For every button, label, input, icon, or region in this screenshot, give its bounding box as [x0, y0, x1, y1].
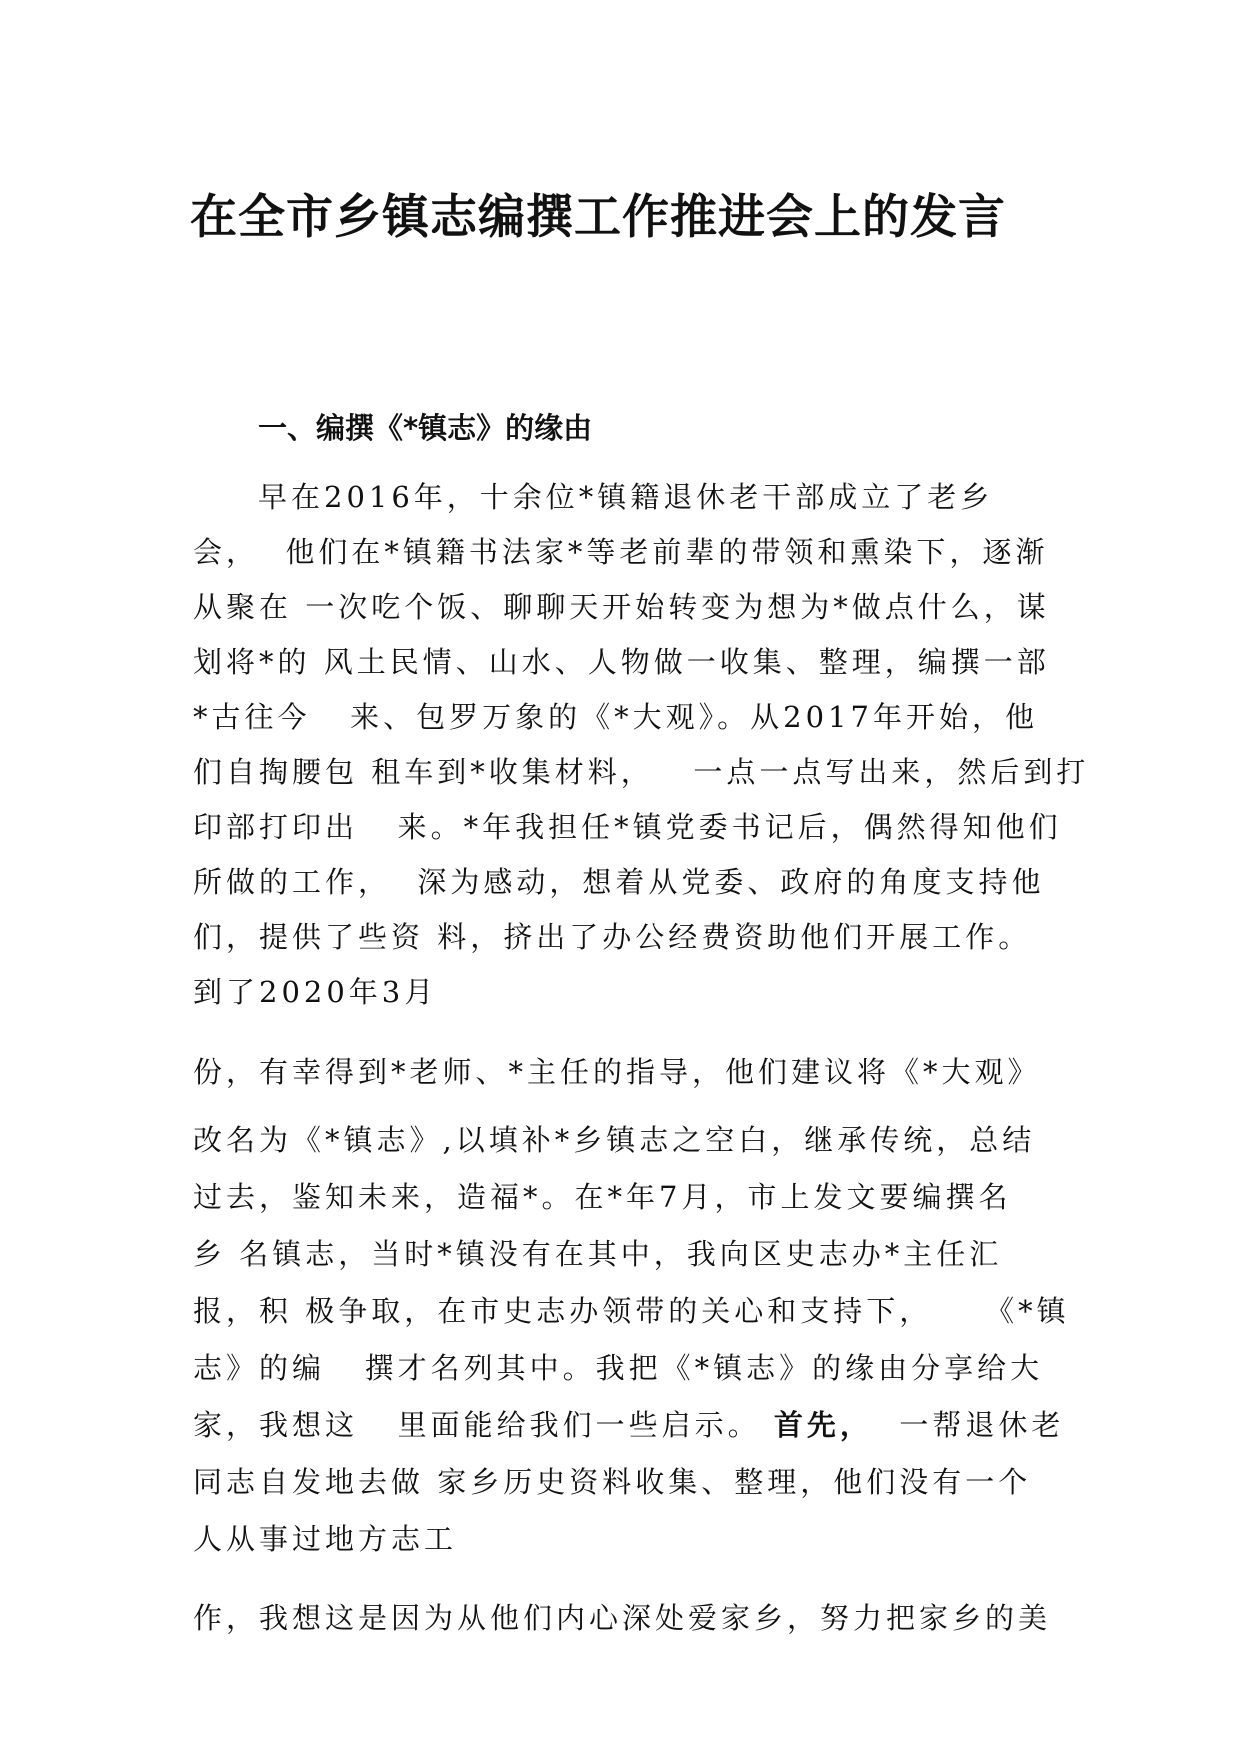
paragraph-line: 划将*的 风土民情、山水、人物做一收集、整理，编撰一部	[193, 645, 1050, 679]
paragraph-line: *古往今 来、包罗万象的《*大观》。从2017年开始，他	[193, 700, 1038, 734]
paragraph-line: 改名为《*镇志》,以填补*乡镇志之空白，继承传统，总结	[193, 1123, 1036, 1157]
line-text-before: 家，我想这 里面能给我们一些启示。	[193, 1408, 774, 1442]
paragraph-line: 从聚在 一次吃个饭、聊聊天开始转变为想为*做点什么，谋	[193, 590, 1050, 624]
paragraph-line: 志》的编 撰才名列其中。我把《*镇志》的缘由分享给大	[193, 1351, 1044, 1385]
paragraph-line: 报，积 极争取，在市史志办领带的关心和支持下， 《*镇	[193, 1294, 1070, 1328]
section-heading: 一、编撰《*镇志》的缘由	[258, 411, 593, 445]
paragraph-line: 人从事过地方志工	[193, 1522, 458, 1556]
paragraph-line: 到了2020年3月	[193, 975, 438, 1009]
paragraph-line: 乡 名镇志，当时*镇没有在其中，我向区史志办*主任汇	[193, 1237, 1003, 1271]
paragraph-line: 作，我想这是因为从他们内心深处爱家乡，努力把家乡的美	[193, 1601, 1052, 1635]
emphasis-text: 首先，	[773, 1408, 873, 1442]
paragraph-line: 早在2016年，十余位*镇籍退休老干部成立了老乡	[258, 480, 994, 514]
paragraph-line: 过去，鉴知未来，造福*。在*年7月，市上发文要编撰名	[193, 1180, 1012, 1214]
paragraph-line: 份，有幸得到*老师、*主任的指导，他们建议将《*大观》	[193, 1055, 1041, 1089]
paragraph-line: 们，提供了些资 料，挤出了办公经费资助他们开展工作。	[193, 920, 1032, 954]
line-text-after: 一帮退休老	[872, 1408, 1065, 1442]
paragraph-line-emphasis	[193, 1405, 1064, 1445]
paragraph-line: 印部打印出 来。*年我担任*镇党委书记后，偶然得知他们	[193, 810, 1062, 844]
paragraph-line: 同志自发地去做 家乡历史资料收集、整理，他们没有一个	[193, 1465, 1032, 1499]
paragraph-line: 所做的工作， 深为感动，想着从党委、政府的角度支持他	[193, 865, 1045, 899]
document-title: 在全市乡镇志编撰工作推进会上的发言	[190, 190, 1006, 245]
paragraph-line: 们自掏腰包 租车到*收集材料， 一点一点写出来，然后到打	[193, 755, 1090, 789]
paragraph-line: 会， 他们在*镇籍书法家*等老前辈的带领和熏染下，逐渐	[193, 535, 1049, 569]
